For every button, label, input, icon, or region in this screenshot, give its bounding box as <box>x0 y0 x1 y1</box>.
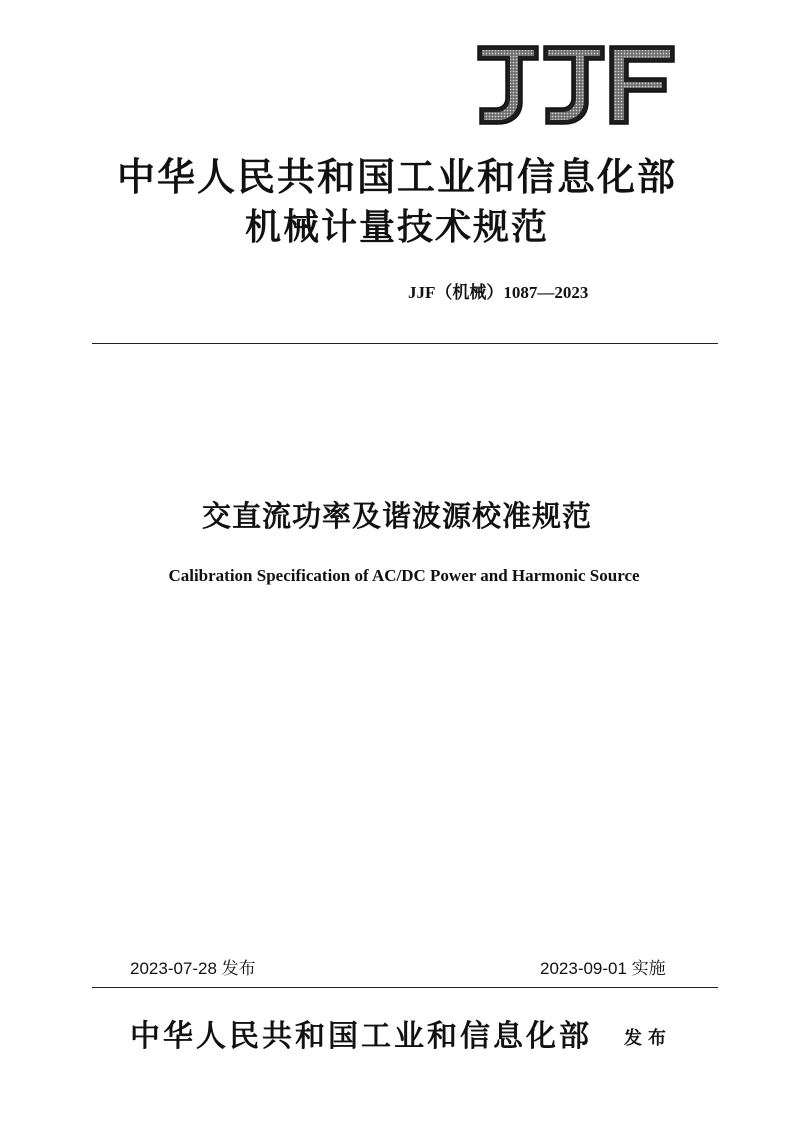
bottom-divider <box>92 987 718 988</box>
release-date: 2023-07-28 发布 <box>130 959 256 978</box>
logo-letter-f <box>610 46 674 124</box>
effective-date: 2023-09-01 实施 <box>540 959 666 978</box>
footer-issuer-name: 中华人民共和国工业和信息化部 <box>130 1019 592 1054</box>
specification-category: 机械计量技术规范 <box>244 207 549 248</box>
logo-letter-j-2 <box>544 46 604 124</box>
title-chinese: 交直流功率及谐波源校准规范 <box>201 499 592 533</box>
footer-publish-label: 发布 <box>624 1028 672 1049</box>
issuer-name: 中华人民共和国工业和信息化部 <box>116 155 677 199</box>
logo-letter-j-1 <box>478 46 538 124</box>
title-english: Calibration Specification of AC/DC Power and Harmonic Source <box>168 566 640 585</box>
jjf-logo <box>470 40 680 130</box>
jjf-logo-graphic <box>470 40 680 130</box>
document-number: JJF（机械）1087—2023 <box>408 283 589 302</box>
top-divider <box>92 343 718 344</box>
